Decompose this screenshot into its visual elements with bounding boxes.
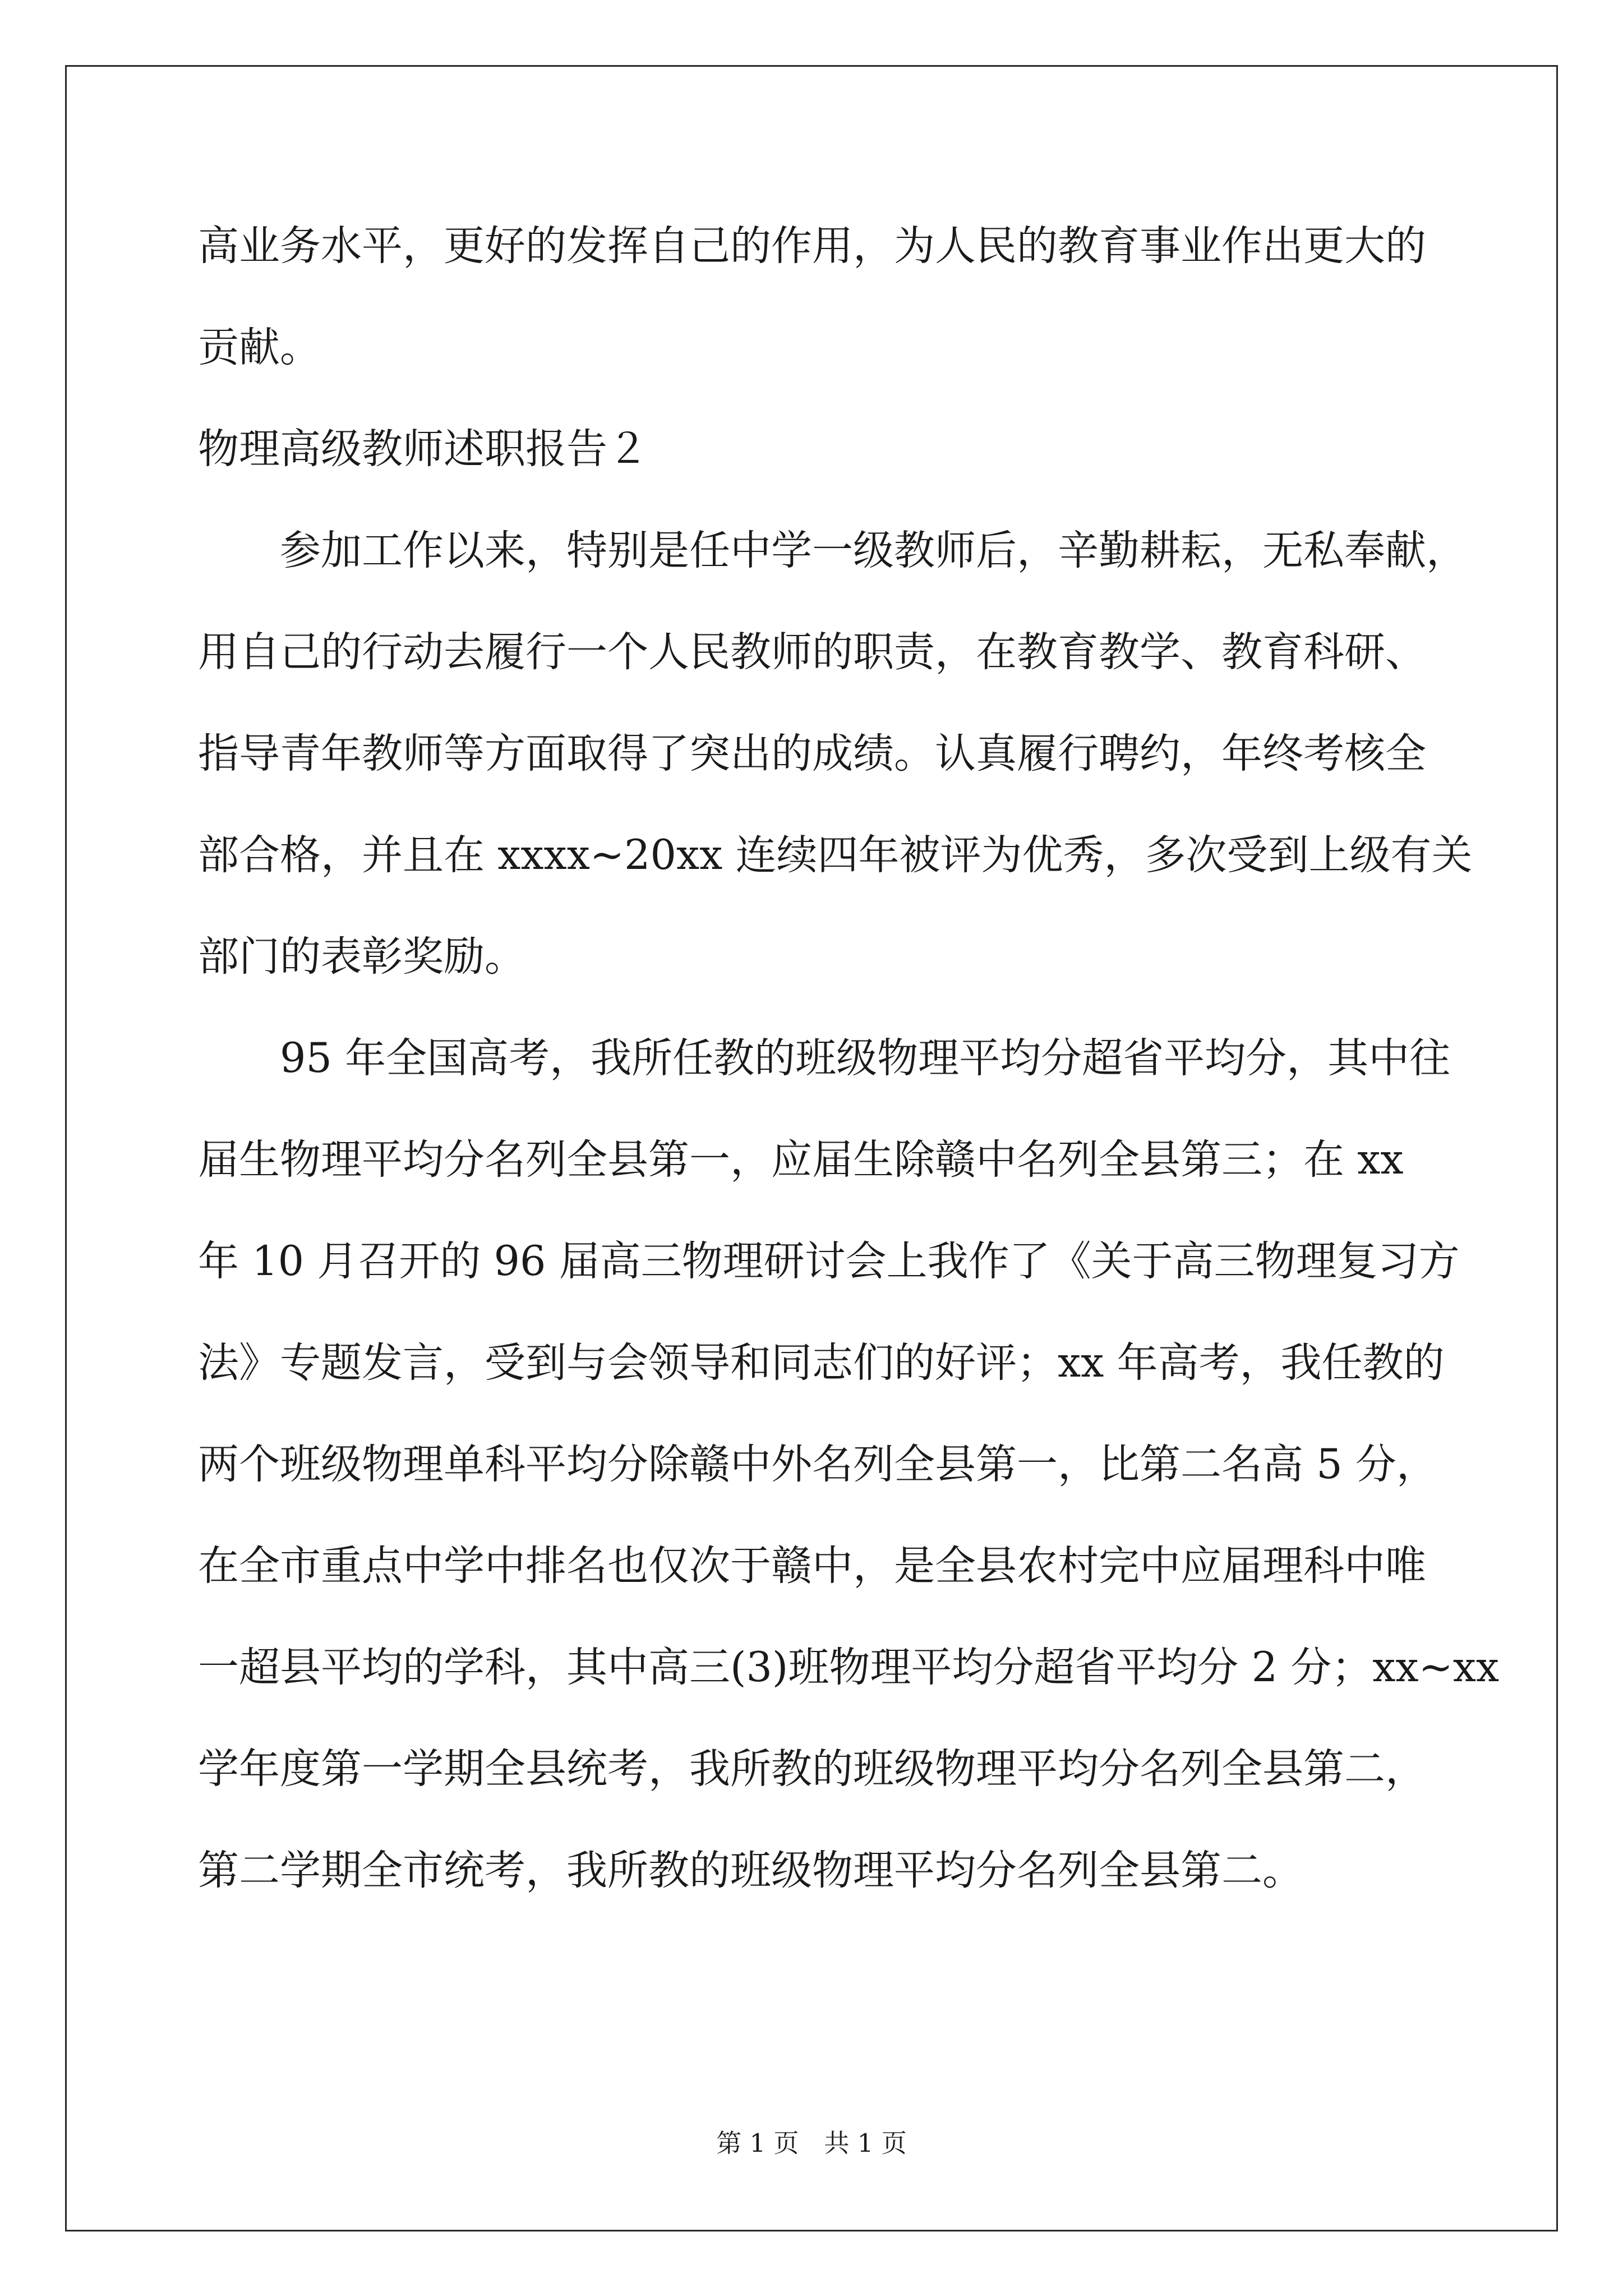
section-heading: 物理高级教师述职报告２ [198,425,648,473]
text-line: 用自己的行动去履行一个人民教师的职责，在教育教学、教育科研、 [198,628,1426,676]
text-line: 参加工作以来，特别是任中学一级教师后，辛勤耕耘，无私奉献， [280,527,1467,574]
page-number: 第 1 页 共 1 页 [716,2128,907,2158]
text-line: 学年度第一学期全县统考，我所教的班级物理平均分名列全县第二， [198,1745,1426,1793]
document-body [198,195,1500,1921]
text-line: 第二学期全市统考，我所教的班级物理平均分名列全县第二。 [198,1847,1303,1894]
text-line: 贡献。 [198,324,321,371]
text-line: 95 年全国高考，我所任教的班级物理平均分超省平均分，其中往 [280,1034,1451,1082]
text-line: 部合格，并且在 xxxx~20xx 连续四年被评为优秀，多次受到上级有关 [198,831,1473,879]
text-line: 部门的表彰奖励。 [198,933,525,981]
text-line: 高业务水平，更好的发挥自己的作用，为人民的教育事业作出更大的 [198,222,1426,270]
text-line: 法》专题发言，受到与会领导和同志们的好评；xx 年高考，我任教的 [198,1339,1445,1387]
text-line: 一超县平均的学科，其中高三(3)班物理平均分超省平均分 2 分；xx~xx [198,1644,1500,1691]
text-line: 届生物理平均分名列全县第一，应届生除赣中名列全县第三；在 xx [198,1136,1404,1184]
text-line: 指导青年教师等方面取得了突出的成绩。认真履行聘约，年终考核全 [198,730,1426,777]
text-line: 在全市重点中学中排名也仅次于赣中，是全县农村完中应届理科中唯 [198,1542,1426,1590]
text-line: 年 10 月召开的 96 届高三物理研讨会上我作了《关于高三物理复习方 [198,1237,1460,1285]
text-line: 两个班级物理单科平均分除赣中外名列全县第一，比第二名高 5 分， [198,1441,1437,1488]
